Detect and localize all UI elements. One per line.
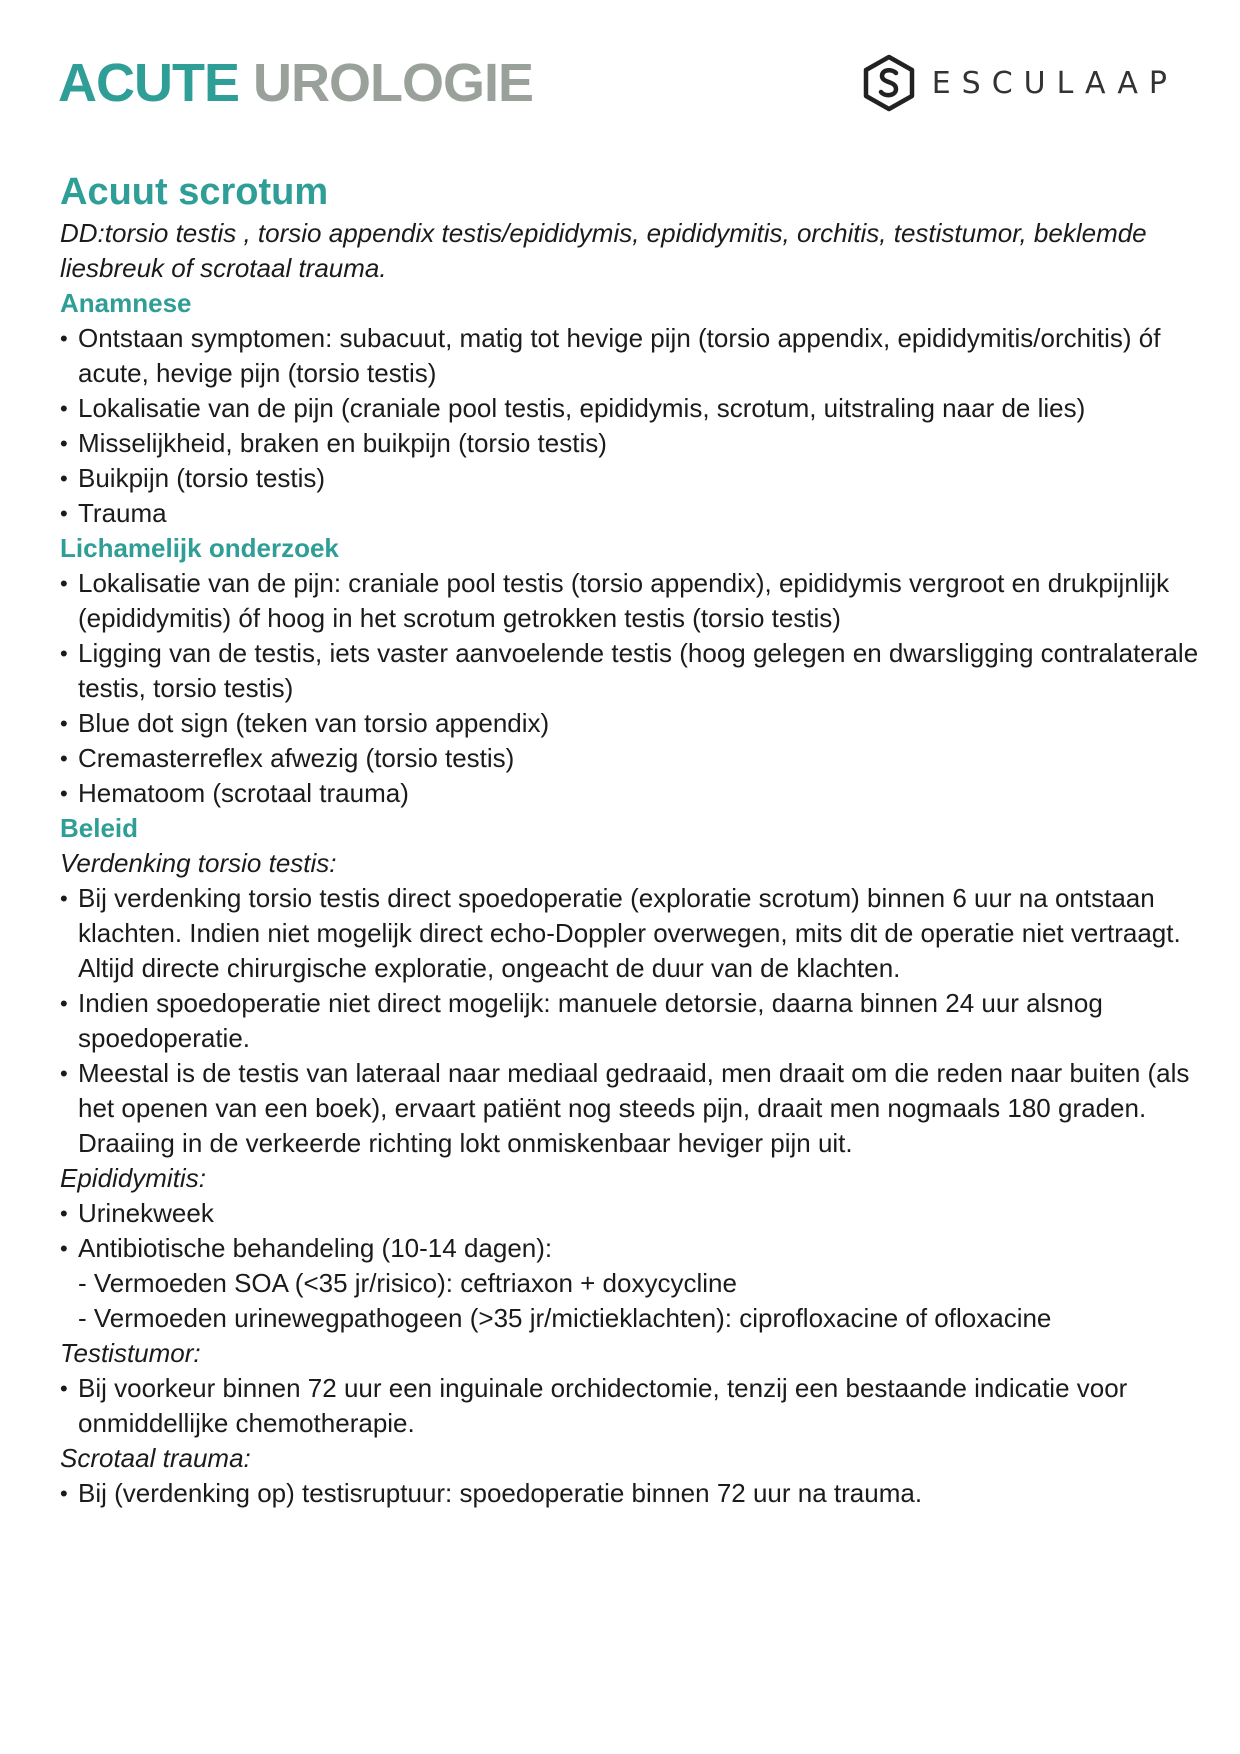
list-item: • Bij voorkeur binnen 72 uur een inguinale orchidectomie, tenzij een bestaande indicatie voor onmiddellijke chemotherapie. [60, 1371, 1200, 1441]
heading-lichamelijk-onderzoek: Lichamelijk onderzoek [60, 533, 339, 563]
onderzoek-list [60, 566, 1200, 811]
list-item: • Indien spoedoperatie niet direct mogelijk: manuele detorsie, daarna binnen 24 uur alsnog spoedoperatie. [60, 986, 1200, 1056]
list-item: • Antibiotische behandeling (10-14 dagen): [60, 1231, 1200, 1266]
anamnese-list [60, 321, 1200, 531]
list-item: • Urinekweek [60, 1196, 1200, 1231]
label-torsio-testis: Verdenking torsio testis: [60, 848, 337, 878]
list-item: • Misselijkheid, braken en buikpijn (torsio testis) [60, 426, 1200, 461]
epididymitis-list [60, 1196, 1200, 1266]
trauma-list [60, 1476, 1200, 1511]
page-header [58, 48, 1178, 118]
testistumor-list [60, 1371, 1200, 1441]
esculaap-logo [862, 54, 1178, 112]
label-scrotaal-trauma: Scrotaal trauma: [60, 1443, 251, 1473]
list-item: • Buikpijn (torsio testis) [60, 461, 1200, 496]
list-item: • Trauma [60, 496, 1200, 531]
esculaap-s-hexagon-icon [862, 54, 916, 112]
list-item: • Cremasterreflex afwezig (torsio testis) [60, 741, 1200, 776]
list-item: • Blue dot sign (teken van torsio appendix) [60, 706, 1200, 741]
heading-beleid: Beleid [60, 813, 139, 843]
sub-list-item: - Vermoeden SOA (<35 jr/risico): ceftriaxon + doxycycline [78, 1268, 737, 1298]
list-item: • Ligging van de testis, iets vaster aanvoelende testis (hoog gelegen en dwarsligging contralaterale testis, torsio testis) [60, 636, 1200, 706]
differential-diagnosis: DD:torsio testis , torsio appendix testis/epididymis, epididymitis, orchitis, testistumor, beklemde liesbreuk of scrotaal trauma. [60, 218, 1147, 283]
label-epididymitis: Epididymitis: [60, 1163, 206, 1193]
section-title: Acuut scrotum [60, 171, 329, 213]
sub-list-item: - Vermoeden urinewegpathogeen (>35 jr/mictieklachten): ciprofloxacine of ofloxacine [78, 1303, 1052, 1333]
list-item: • Lokalisatie van de pijn (craniale pool testis, epididymis, scrotum, uitstraling naar de lies) [60, 391, 1200, 426]
document-body [60, 168, 1200, 1511]
title-part-urologie: UROLOGIE [253, 53, 534, 113]
heading-anamnese: Anamnese [60, 288, 192, 318]
list-item: • Ontstaan symptomen: subacuut, matig tot hevige pijn (torsio appendix, epididymitis/orchitis) óf acute, hevige pijn (torsio testis) [60, 321, 1200, 391]
list-item: • Meestal is de testis van lateraal naar mediaal gedraaid, men draait om die reden naar buiten (als het openen van een boek), ervaart patiënt nog steeds pijn, draait men nogmaals 180 graden. Draaiing in de verkeerde richting lokt onmiskenbaar heviger pijn uit. [60, 1056, 1200, 1161]
list-item: • Lokalisatie van de pijn: craniale pool testis (torsio appendix), epididymis vergroot en drukpijnlijk (epididymitis) óf hoog in het scrotum getrokken testis (torsio testis) [60, 566, 1200, 636]
logo-wordmark: ESCULAAP [931, 65, 1178, 101]
label-testistumor: Testistumor: [60, 1338, 201, 1368]
list-item: • Hematoom (scrotaal trauma) [60, 776, 1200, 811]
title-part-acute: ACUTE [58, 53, 239, 113]
list-item: • Bij (verdenking op) testisruptuur: spoedoperatie binnen 72 uur na trauma. [60, 1476, 1200, 1511]
torsio-list [60, 881, 1200, 1161]
list-item: • Bij verdenking torsio testis direct spoedoperatie (exploratie scrotum) binnen 6 uur na ontstaan klachten. Indien niet mogelijk direct echo-Doppler overwegen, mits dit de operatie niet vertraagt. Altijd directe chirurgische exploratie, ongeacht de duur van de klachten. [60, 881, 1200, 986]
